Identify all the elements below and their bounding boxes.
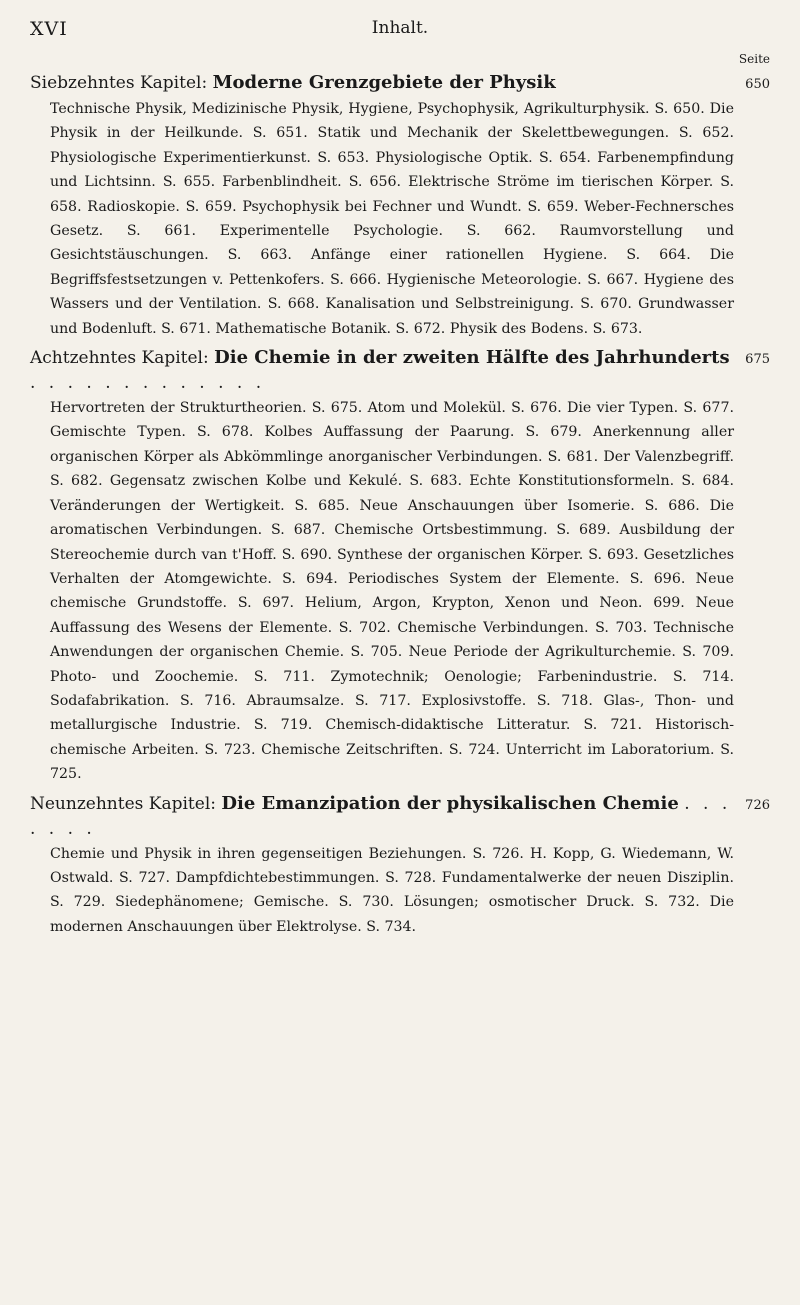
- leader-dots: . . . . . . . . . . . . .: [30, 373, 266, 394]
- chapter-19: [30, 791, 770, 940]
- page-number: XVI: [30, 18, 68, 40]
- chapter-title: Die Chemie in der zweiten Hälfte des Jahrhunderts: [214, 347, 730, 369]
- toc-page: [30, 18, 770, 939]
- chapter-heading: [30, 791, 770, 842]
- seite-column-label: Seite: [738, 52, 770, 66]
- chapter-label: Siebzehntes Kapitel:: [30, 73, 208, 93]
- chapter-heading: [30, 345, 770, 396]
- chapter-title: Moderne Grenzgebiete der Physik: [212, 72, 556, 93]
- page-title: Inhalt.: [371, 18, 429, 38]
- page-header: [30, 18, 770, 44]
- chapter-page: 650: [745, 77, 770, 92]
- chapter-17: [30, 70, 770, 341]
- leader-dots: . . . . . . .: [30, 793, 732, 839]
- chapter-page: 726: [745, 797, 770, 813]
- chapter-page: 675: [745, 352, 770, 368]
- chapter-subjects: Hervortreten der Strukturtheorien. S. 675. Atom und Molekül. S. 676. Die vier Typen. S. 677. Gemischte Typen. S. 678. Kolbes Auffassung der Paarung. S. 679. Anerkennung aller organischen Körper als Abkömmlinge anorganischer Verbindungen. S. 681. Der Valenzbegriff. S. 682. Gegensatz zwischen Kolbe und Kekulé. S. 683. Echte Konstitutionsformeln. S. 684. Veränderungen der Wertigkeit. S. 685. Neue Anschauungen über Isomerie. S. 686. Die aromatischen Verbindungen. S. 687. Chemische Ortsbestimmung. S. 689. Ausbildung der Stereochemie durch van t'Hoff. S. 690. Synthese der organischen Körper. S. 693. Gesetzliches Verhalten der Atomgewichte. S. 694. Periodisches System der Elemente. S. 696. Neue chemische Grundstoffe. S. 697. Helium, Argon, Krypton, Xenon und Neon. 699. Neue Auffassung des Wesens der Elemente. S. 702. Chemische Verbindungen. S. 703. Technische Anwendungen der organischen Chemie. S. 705. Neue Periode der Agrikulturchemie. S. 709. Photo- und Zoochemie. S. 711. Zymotechnik; Oenologie; Farbenindustrie. S. 714. Sodafabrikation. S. 716. Abraumsalze. S. 717. Explosivstoffe. S. 718. Glas-, Thon- und metallurgische Industrie. S. 719. Chemisch-didaktische Litteratur. S. 721. Historisch-chemische Arbeiten. S. 723. Chemische Zeitschriften. S. 724. Unterricht im Laboratorium. S. 725.: [50, 400, 734, 783]
- chapter-label: Achtzehntes Kapitel:: [30, 348, 209, 369]
- chapter-subjects: Technische Physik, Medizinische Physik, Hygiene, Psychophysik, Agrikulturphysik. S. 650. Die Physik in der Heilkunde. S. 651. Statik und Mechanik der Skelettbewegungen. S. 652. Physiologische Experimentierkunst. S. 653. Physiologische Optik. S. 654. Farbenempfindung und Lichtsinn. S. 655. Farbenblindheit. S. 656. Elektrische Ströme im tierischen Körper. S. 658. Radioskopie. S. 659. Psychophysik bei Fechner und Wundt. S. 659. Weber-Fechnersches Gesetz. S. 661. Experimentelle Psychologie. S. 662. Raumvorstellung und Gesichtstäuschungen. S. 663. Anfänge einer rationellen Hygiene. S. 664. Die Begriffsfestsetzungen v. Pettenkofers. S. 666. Hygienische Meteorologie. S. 667. Hygiene des Wassers und der Ventilation. S. 668. Kanalisation und Selbstreinigung. S. 670. Grundwasser und Bodenluft. S. 671. Mathematische Botanik. S. 672. Physik des Bodens. S. 673.: [50, 101, 734, 337]
- chapter-18: [30, 345, 770, 787]
- chapter-title: Die Emanzipation der physikalischen Chemie: [221, 792, 679, 814]
- chapter-subjects: Chemie und Physik in ihren gegenseitigen Beziehungen. S. 726. H. Kopp, G. Wiedemann, W. Ostwald. S. 727. Dampfdichtebestimmungen. S. 728. Fundamentalwerke der neuen Disziplin. S. 729. Siedephänomene; Gemische. S. 730. Lösungen; osmotischer Druck. S. 732. Die modernen Anschauungen über Elektrolyse. S. 734.: [50, 845, 734, 935]
- chapter-heading: [30, 70, 770, 97]
- chapter-label: Neunzehntes Kapitel:: [30, 793, 216, 814]
